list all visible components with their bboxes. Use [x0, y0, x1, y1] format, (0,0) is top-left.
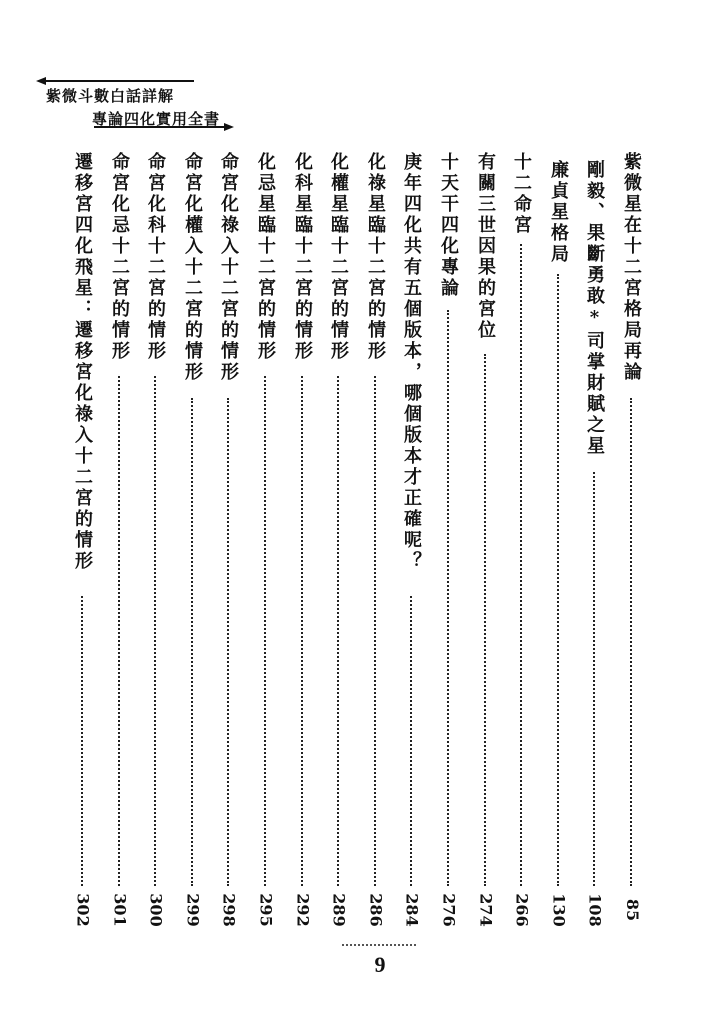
- toc-entry-page: 292: [294, 893, 313, 927]
- toc-entry[interactable]: [510, 152, 532, 927]
- toc-leader-dots: [191, 398, 193, 886]
- toc-entry-page: 276: [440, 893, 459, 927]
- toc-entry-page: 266: [513, 893, 532, 927]
- toc-entry[interactable]: [108, 152, 130, 927]
- toc-entry-page: 274: [477, 893, 496, 927]
- toc-entry-title: 化祿星臨十二宮的情形: [365, 152, 386, 362]
- toc-entry-title: 命宮化忌十二宮的情形: [109, 152, 130, 362]
- toc-leader-dots: [484, 354, 486, 886]
- toc-entry-page: 302: [74, 893, 93, 927]
- toc-leader-dots: [264, 376, 266, 886]
- page-number: 9: [374, 952, 386, 977]
- toc-leader-dots: [374, 376, 376, 886]
- toc-entry-page: 295: [257, 893, 276, 927]
- toc-leader-dots: [447, 310, 449, 886]
- toc-entry-title: 紫微星在十二宮格局再論: [621, 152, 642, 383]
- toc-entry-page: 108: [586, 893, 605, 927]
- toc-entry[interactable]: [71, 152, 93, 927]
- toc-entry[interactable]: [400, 152, 422, 927]
- toc-entry-title: 命宮化祿入十二宮的情形: [218, 152, 239, 383]
- header-series-title: 紫微斗數白話詳解: [46, 87, 175, 105]
- toc-leader-dots: [630, 398, 632, 886]
- header-rule-bottom: [94, 126, 224, 128]
- toc-entry[interactable]: [291, 152, 313, 927]
- toc-leader-dots: [154, 376, 156, 886]
- toc-entry-title: 化忌星臨十二宮的情形: [255, 152, 276, 362]
- toc-entry-title: 庚年四化共有五個版本，哪個版本才正確呢？: [401, 152, 422, 572]
- toc-leader-dots: [410, 596, 412, 886]
- toc-entry[interactable]: [620, 152, 643, 922]
- toc-entry-page: 286: [367, 893, 386, 927]
- toc-entry[interactable]: [181, 152, 203, 927]
- toc-leader-dots: [337, 376, 339, 886]
- toc-entry[interactable]: [327, 152, 349, 927]
- toc-entry[interactable]: [583, 152, 605, 927]
- toc-leader-dots: [557, 274, 559, 886]
- toc-entry-title: 廉貞星格局: [548, 160, 569, 265]
- toc-entry-page: 300: [147, 893, 166, 927]
- toc-entry-title: 十二命宮: [511, 152, 532, 236]
- toc-entry[interactable]: [437, 152, 459, 927]
- footer-rule: [342, 944, 416, 946]
- toc-entry-title: 剛毅、果斷勇敢*司掌財賦之星: [584, 160, 605, 457]
- toc-entry-page: 299: [184, 893, 203, 927]
- header-book-title: 專論四化實用全書: [92, 110, 221, 128]
- toc-entry-title: 化權星臨十二宮的情形: [328, 152, 349, 362]
- toc-entry-title: 命宮化權入十二宮的情形: [182, 152, 203, 383]
- toc-leader-dots: [118, 376, 120, 886]
- toc-entry-title: 遷移宮四化飛星：遷移宮化祿入十二宮的情形: [72, 152, 93, 572]
- toc-entry-title: 化科星臨十二宮的情形: [292, 152, 313, 362]
- toc-entry[interactable]: [217, 152, 239, 927]
- toc-entry[interactable]: [254, 152, 276, 927]
- toc-entry-page: 298: [220, 893, 239, 927]
- header-arrow-right-icon: [224, 123, 234, 131]
- toc-leader-dots: [227, 398, 229, 886]
- header-rule-top: [44, 80, 194, 82]
- toc-entry-page: 289: [330, 893, 349, 927]
- toc-entry-title: 命宮化科十二宮的情形: [145, 152, 166, 362]
- toc-entry[interactable]: [474, 152, 496, 927]
- toc-entry-page: 130: [550, 893, 569, 927]
- toc-leader-dots: [520, 244, 522, 886]
- toc-leader-dots: [81, 596, 83, 886]
- toc-entry-page: 301: [111, 893, 130, 927]
- toc-entry-title: 有關三世因果的宮位: [475, 152, 496, 341]
- toc-leader-dots: [593, 472, 595, 886]
- toc-entry[interactable]: [144, 152, 166, 927]
- toc-entry[interactable]: [364, 152, 386, 927]
- toc-entry-page: 85: [623, 898, 643, 922]
- toc-entry-page: 284: [403, 893, 422, 927]
- toc-entry-title: 十天干四化專論: [438, 152, 459, 299]
- toc-entry[interactable]: [547, 152, 569, 927]
- toc-leader-dots: [301, 376, 303, 886]
